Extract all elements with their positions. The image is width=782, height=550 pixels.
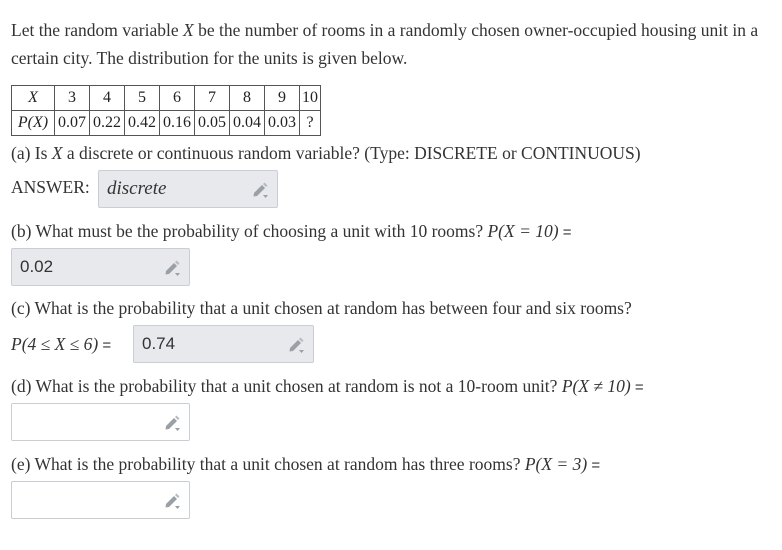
- table-cell: 0.42: [125, 111, 160, 136]
- table-cell: 0.07: [55, 111, 90, 136]
- table-cell: 0.05: [195, 111, 230, 136]
- pencil-icon[interactable]: [287, 336, 305, 354]
- question-a: (a) Is X a discrete or continuous random variable? (Type: DISCRETE or CONTINUOUS): [11, 143, 641, 163]
- answer-c-value: 0.74: [142, 334, 176, 353]
- answer-c-input[interactable]: [133, 325, 314, 363]
- table-cell: 4: [90, 86, 125, 111]
- answer-b-value: 0.02: [20, 257, 54, 276]
- table-row-p: [12, 111, 321, 136]
- answer-a-value: discrete: [107, 178, 167, 199]
- table-cell: 0.16: [160, 111, 195, 136]
- var-x: X: [183, 20, 194, 40]
- question-e: (e) What is the probability that a unit chosen at random has three rooms? P(X = 3) =: [11, 454, 601, 474]
- distribution-table: [11, 85, 321, 136]
- table-cell: 10: [300, 86, 321, 111]
- table-header-p: P(X): [12, 111, 55, 136]
- table-cell: 6: [160, 86, 195, 111]
- table-cell: 3: [55, 86, 90, 111]
- table-header-x: X: [12, 86, 55, 111]
- question-c-expression: P(4 ≤ X ≤ 6) =: [11, 334, 112, 354]
- table-cell: 0.04: [230, 111, 265, 136]
- pencil-icon[interactable]: [163, 259, 181, 277]
- pencil-icon[interactable]: [163, 492, 181, 510]
- pencil-icon[interactable]: [163, 414, 181, 432]
- table-cell: 5: [125, 86, 160, 111]
- table-cell: 8: [230, 86, 265, 111]
- answer-e-input[interactable]: [11, 481, 190, 519]
- table-cell: 7: [195, 86, 230, 111]
- question-b: (b) What must be the probability of choosing a unit with 10 rooms? P(X = 10) =: [11, 221, 572, 241]
- answer-a-input[interactable]: [98, 170, 278, 208]
- table-cell: 0.03: [265, 111, 300, 136]
- answer-d-input[interactable]: [11, 403, 190, 441]
- question-c: (c) What is the probability that a unit chosen at random has between four and six rooms?: [11, 298, 632, 318]
- problem-intro: Let the random variable X be the number of rooms in a randomly chosen owner-occupied housing unit in a certain city. The distribution for the units is given below.: [11, 20, 759, 68]
- table-cell: 0.22: [90, 111, 125, 136]
- table-cell: ?: [300, 111, 321, 136]
- table-row-x: [12, 86, 321, 111]
- question-d: (d) What is the probability that a unit chosen at random is not a 10-room unit? P(X ≠ 10) =: [11, 376, 644, 396]
- answer-b-input[interactable]: [11, 248, 190, 286]
- answer-label: ANSWER:: [11, 177, 90, 197]
- table-cell: 9: [265, 86, 300, 111]
- pencil-icon[interactable]: [251, 181, 269, 199]
